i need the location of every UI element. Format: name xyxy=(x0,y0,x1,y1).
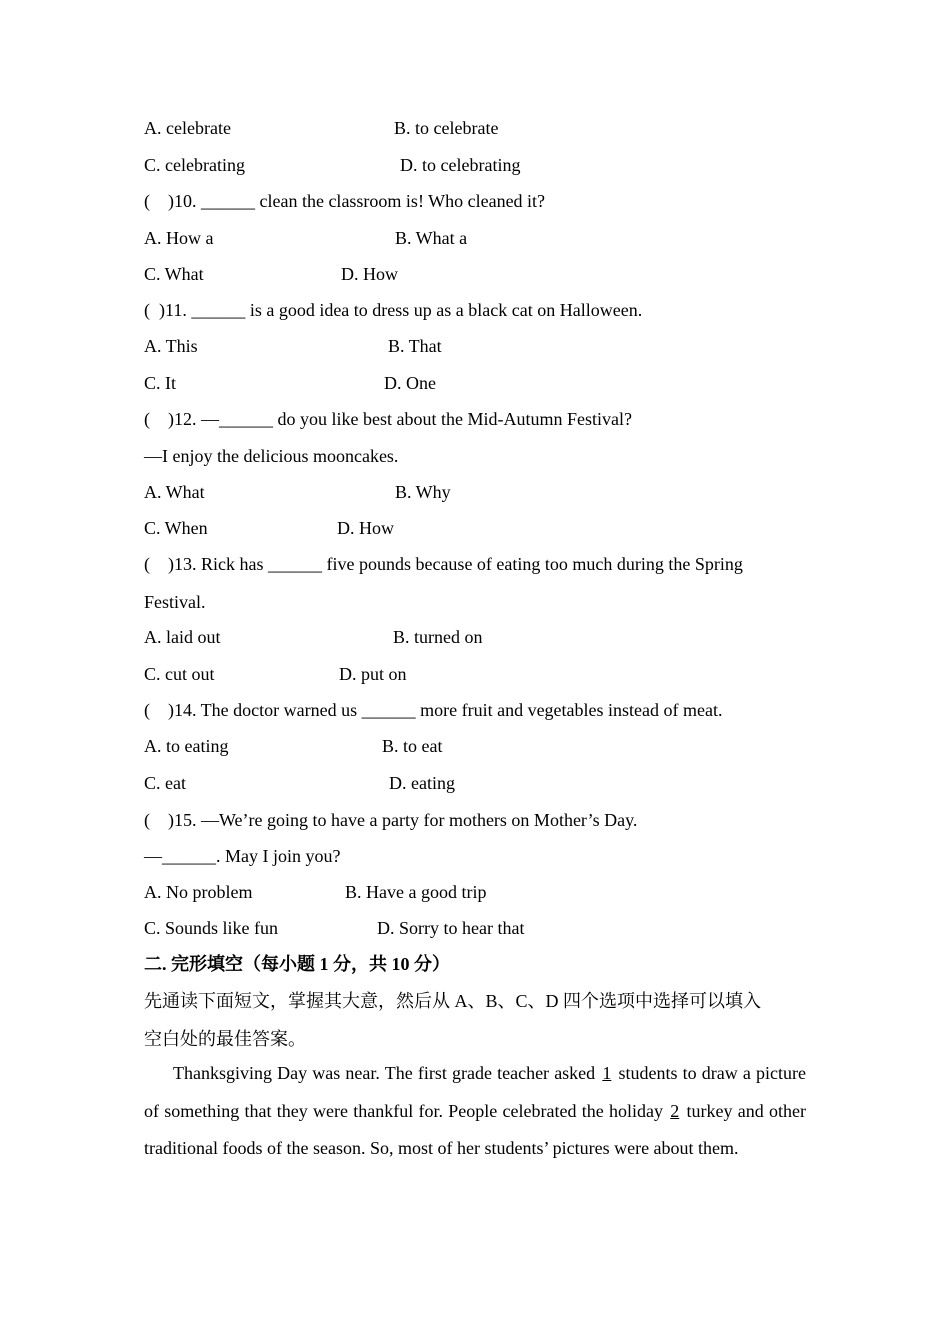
section-instruction-continued: 空白处的最佳答案。 xyxy=(144,1029,306,1049)
option-d: D. How xyxy=(337,518,394,538)
option-row xyxy=(144,227,468,249)
option-a: A. What xyxy=(144,482,205,502)
section-heading: 二. 完形填空（每小题 1 分，共 10 分） xyxy=(144,954,450,974)
option-a: A. How a xyxy=(144,228,214,248)
option-row xyxy=(144,372,436,394)
option-d: D. eating xyxy=(389,773,455,793)
option-row xyxy=(144,917,525,939)
option-c: C. eat xyxy=(144,773,186,793)
question-10-stem: ( )10. ______ clean the classroom is! Who cleaned it? xyxy=(144,191,546,211)
option-row xyxy=(144,481,451,503)
option-c: C. cut out xyxy=(144,664,215,684)
option-row xyxy=(144,772,455,794)
option-c: C. Sounds like fun xyxy=(144,918,279,938)
passage-text: students to draw a picture of something that they were thankful for. People celebrated the holiday xyxy=(144,1063,807,1121)
option-c: C. celebrating xyxy=(144,155,245,175)
option-row xyxy=(144,154,521,176)
question-11-stem: ( )11. ______ is a good idea to dress up as a black cat on Halloween. xyxy=(144,300,643,320)
option-row xyxy=(144,881,487,903)
option-d: D. One xyxy=(384,373,436,393)
option-b: B. Have a good trip xyxy=(345,882,487,902)
option-row xyxy=(144,735,443,757)
blank-1: 1 xyxy=(602,1063,612,1083)
option-b: B. to eat xyxy=(382,736,443,756)
option-a: A. This xyxy=(144,336,198,356)
option-row xyxy=(144,626,483,648)
option-b: B. to celebrate xyxy=(394,118,499,138)
question-12-stem: ( )12. —______ do you like best about the Mid-Autumn Festival? xyxy=(144,409,632,429)
option-a: A. celebrate xyxy=(144,118,231,138)
option-c: C. When xyxy=(144,518,208,538)
question-15-reply: —______. May I join you? xyxy=(144,846,341,866)
option-row xyxy=(144,663,407,685)
question-13-stem-continued: Festival. xyxy=(144,592,206,612)
question-12-reply: —I enjoy the delicious mooncakes. xyxy=(144,446,399,466)
option-d: D. put on xyxy=(339,664,407,684)
option-a: A. laid out xyxy=(144,627,221,647)
option-a: A. No problem xyxy=(144,882,253,902)
option-d: D. Sorry to hear that xyxy=(377,918,525,938)
option-a: A. to eating xyxy=(144,736,229,756)
option-d: D. How xyxy=(341,264,398,284)
option-b: B. Why xyxy=(395,482,451,502)
passage-text: turkey and other traditional foods of the season. So, most of her students’ pictures were about them. xyxy=(144,1100,806,1158)
question-15-stem: ( )15. —We’re going to have a party for mothers on Mother’s Day. xyxy=(144,810,638,830)
option-row xyxy=(144,263,398,285)
option-c: C. It xyxy=(144,373,177,393)
option-b: B. That xyxy=(388,336,442,356)
option-c: C. What xyxy=(144,264,204,284)
question-13-stem: ( )13. Rick has ______ five pounds because of eating too much during the Spring xyxy=(144,554,743,574)
passage-text: Thanksgiving Day was near. The first grade teacher asked xyxy=(173,1063,601,1083)
option-row xyxy=(144,335,442,357)
option-b: B. turned on xyxy=(393,627,483,647)
option-row xyxy=(144,117,499,139)
section-instruction: 先通读下面短文，掌握其大意，然后从 A、B、C、D 四个选项中选择可以填入 xyxy=(144,991,762,1011)
question-14-stem: ( )14. The doctor warned us ______ more fruit and vegetables instead of meat. xyxy=(144,700,723,720)
option-d: D. to celebrating xyxy=(400,155,521,175)
option-b: B. What a xyxy=(395,228,468,248)
option-row xyxy=(144,517,394,539)
blank-2: 2 xyxy=(670,1100,680,1121)
cloze-passage xyxy=(144,1055,806,1168)
